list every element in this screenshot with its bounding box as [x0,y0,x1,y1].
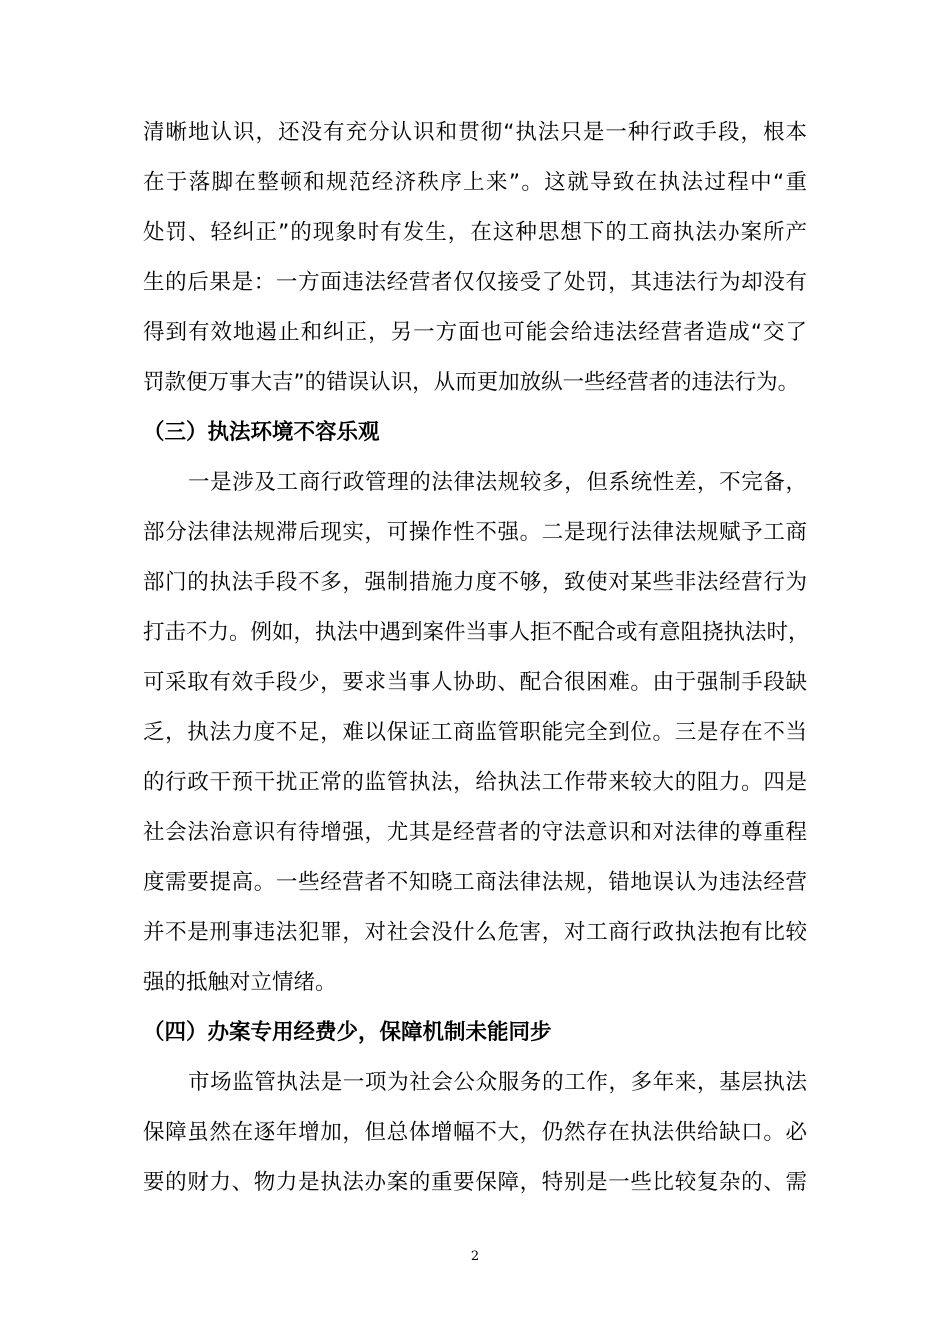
body-text-line: 部分法律法规滞后现实，可操作性不强。二是现行法律法规赋予工商 [143,520,807,545]
body-text-line: 得到有效地遏止和纠正，另一方面也可能会给违法经营者造成“交了 [143,320,807,345]
section-heading: （四）办案专用经费少，保障机制未能同步 [143,1020,552,1045]
body-text-line: 强的抵触对立情绪。 [143,970,337,995]
body-text-line: 罚款便万事大吉”的错误认识，从而更加放纵一些经营者的违法行为。 [143,370,800,395]
body-text-line: 度需要提高。一些经营者不知晓工商法律法规，错地误认为违法经营 [143,870,807,895]
page-number: 2 [470,1249,480,1264]
body-text-line: 可采取有效手段少，要求当事人协助、配合很困难。由于强制手段缺 [143,670,807,695]
body-text-line: 并不是刑事违法犯罪，对社会没什么危害，对工商行政执法抱有比较 [143,920,807,945]
section-heading: （三）执法环境不容乐观 [143,420,380,445]
body-text-line: 部门的执法手段不多，强制措施力度不够，致使对某些非法经营行为 [143,570,807,595]
body-text-line: 生的后果是：一方面违法经营者仅仅接受了处罚，其违法行为却没有 [143,270,807,295]
body-text-line: 清晰地认识，还没有充分认识和贯彻“执法只是一种行政手段，根本 [143,120,807,145]
body-text-line: 社会法治意识有待增强，尤其是经营者的守法意识和对法律的尊重程 [143,820,807,845]
body-text-line: 市场监管执法是一项为社会公众服务的工作，多年来，基层执法 [188,1070,807,1095]
body-text-line: 一是涉及工商行政管理的法律法规较多，但系统性差，不完备， [188,470,807,495]
body-text-line: 乏，执法力度不足，难以保证工商监管职能完全到位。三是存在不当 [143,720,807,745]
body-text-line: 打击不力。例如，执法中遇到案件当事人拒不配合或有意阻挠执法时， [143,620,810,645]
body-text-line: 的行政干预干扰正常的监管执法，给执法工作带来较大的阻力。四是 [143,770,807,795]
body-text-line: 保障虽然在逐年增加，但总体增幅不大，仍然存在执法供给缺口。必 [143,1120,807,1145]
body-text-line: 在于落脚在整顿和规范经济秩序上来”。这就导致在执法过程中“重 [143,170,807,195]
body-text-line: 要的财力、物力是执法办案的重要保障，特别是一些比较复杂的、需 [143,1170,807,1195]
body-text-line: 处罚、轻纠正”的现象时有发生，在这种思想下的工商执法办案所产 [143,220,807,245]
